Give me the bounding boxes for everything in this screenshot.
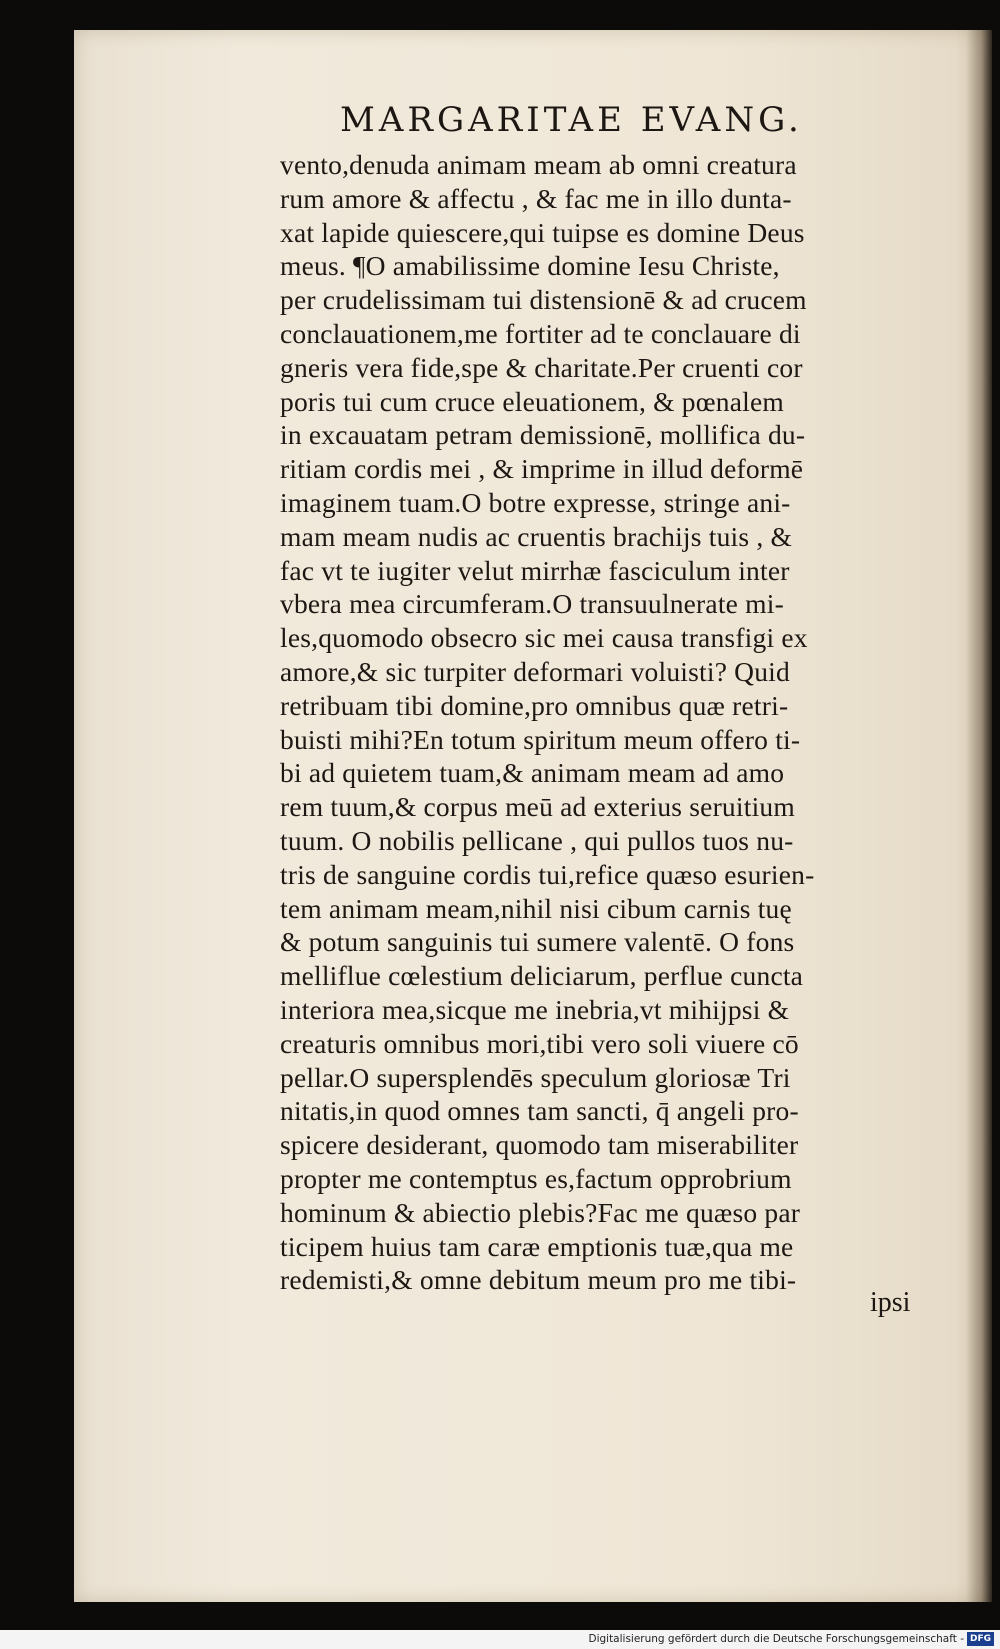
text-line: per crudelissimam tui distensionē & ad crucem — [280, 284, 807, 316]
footer-credit: Digitalisierung gefördert durch die Deutsche Forschungsgemeinschaft - — [588, 1633, 964, 1645]
text-line: hominum & abiectio plebis?Fac me quæso par — [280, 1196, 801, 1228]
text-line: les,quomodo obsecro sic mei causa transfigi ex — [280, 622, 808, 654]
text-line: interiora mea,sicque me inebria,vt mihijpsi & — [280, 993, 790, 1025]
body-text — [280, 148, 940, 1297]
text-line: propter me contemptus es,factum opprobrium — [280, 1162, 792, 1194]
dfg-logo-icon: DFG — [967, 1632, 994, 1646]
text-line: poris tui cum cruce eleuationem, & pœnalem — [280, 385, 785, 417]
text-line: in excauatam petram demissionē, mollifica du- — [280, 419, 806, 451]
text-line: bi ad quietem tuam,& animam meam ad amo — [280, 757, 785, 789]
text-line: spicere desiderant, quomodo tam miserabiliter — [280, 1129, 799, 1161]
running-head: MARGARITAE EVANG. — [340, 100, 803, 140]
text-line: creaturis omnibus mori,tibi vero soli viuere cō — [280, 1027, 799, 1059]
text-line: xat lapide quiescere,qui tuipse es domine Deus — [280, 216, 805, 248]
text-line: mam meam nudis ac cruentis brachijs tuis , & — [280, 520, 793, 552]
text-line: meus. ¶O amabilissime domine Iesu Christe, — [280, 250, 780, 282]
text-line: tem animam meam,nihil nisi cibum carnis tuę — [280, 892, 792, 924]
text-line: tris de sanguine cordis tui,refice quæso esurien- — [280, 858, 815, 890]
text-line: rum amore & affectu , & fac me in illo dunta- — [280, 182, 792, 214]
text-line: nitatis,in quod omnes tam sancti, q̄ angeli pro- — [280, 1095, 799, 1127]
text-line: ticipem huius tam caræ emptionis tuæ,qua me — [280, 1230, 794, 1262]
text-line: fac vt te iugiter velut mirrhæ fasciculum inter — [280, 554, 790, 586]
text-line: buisti mihi?En totum spiritum meum offero ti- — [280, 723, 801, 755]
text-line: pellar.O supersplendēs speculum gloriosæ Tri — [280, 1061, 791, 1093]
text-line: redemisti,& omne debitum meum pro me tibi- — [280, 1264, 797, 1296]
text-line: rem tuum,& corpus meū ad exterius seruitium — [280, 791, 795, 823]
text-line: gneris vera fide,spe & charitate.Per cruenti cor — [280, 351, 803, 383]
text-line: ritiam cordis mei , & imprime in illud deformē — [280, 453, 804, 485]
catchword: ipsi — [870, 1287, 911, 1318]
text-line: amore,& sic turpiter deformari voluisti? Quid — [280, 655, 790, 687]
text-line: retribuam tibi domine,pro omnibus quæ retri- — [280, 689, 789, 721]
text-line: vento,denuda animam meam ab omni creatura — [280, 149, 797, 180]
text-line: melliflue cœlestium deliciarum, perflue cuncta — [280, 960, 804, 992]
text-line: vbera mea circumferam.O transuulnerate mi- — [280, 588, 784, 620]
text-line: tuum. O nobilis pellicane , qui pullos tuos nu- — [280, 824, 794, 856]
text-line: imaginem tuam.O botre expresse, stringe ani- — [280, 486, 791, 518]
text-line: & potum sanguinis tui sumere valentē. O fons — [280, 926, 795, 958]
text-line: conclauationem,me fortiter ad te conclauare di — [280, 317, 801, 349]
